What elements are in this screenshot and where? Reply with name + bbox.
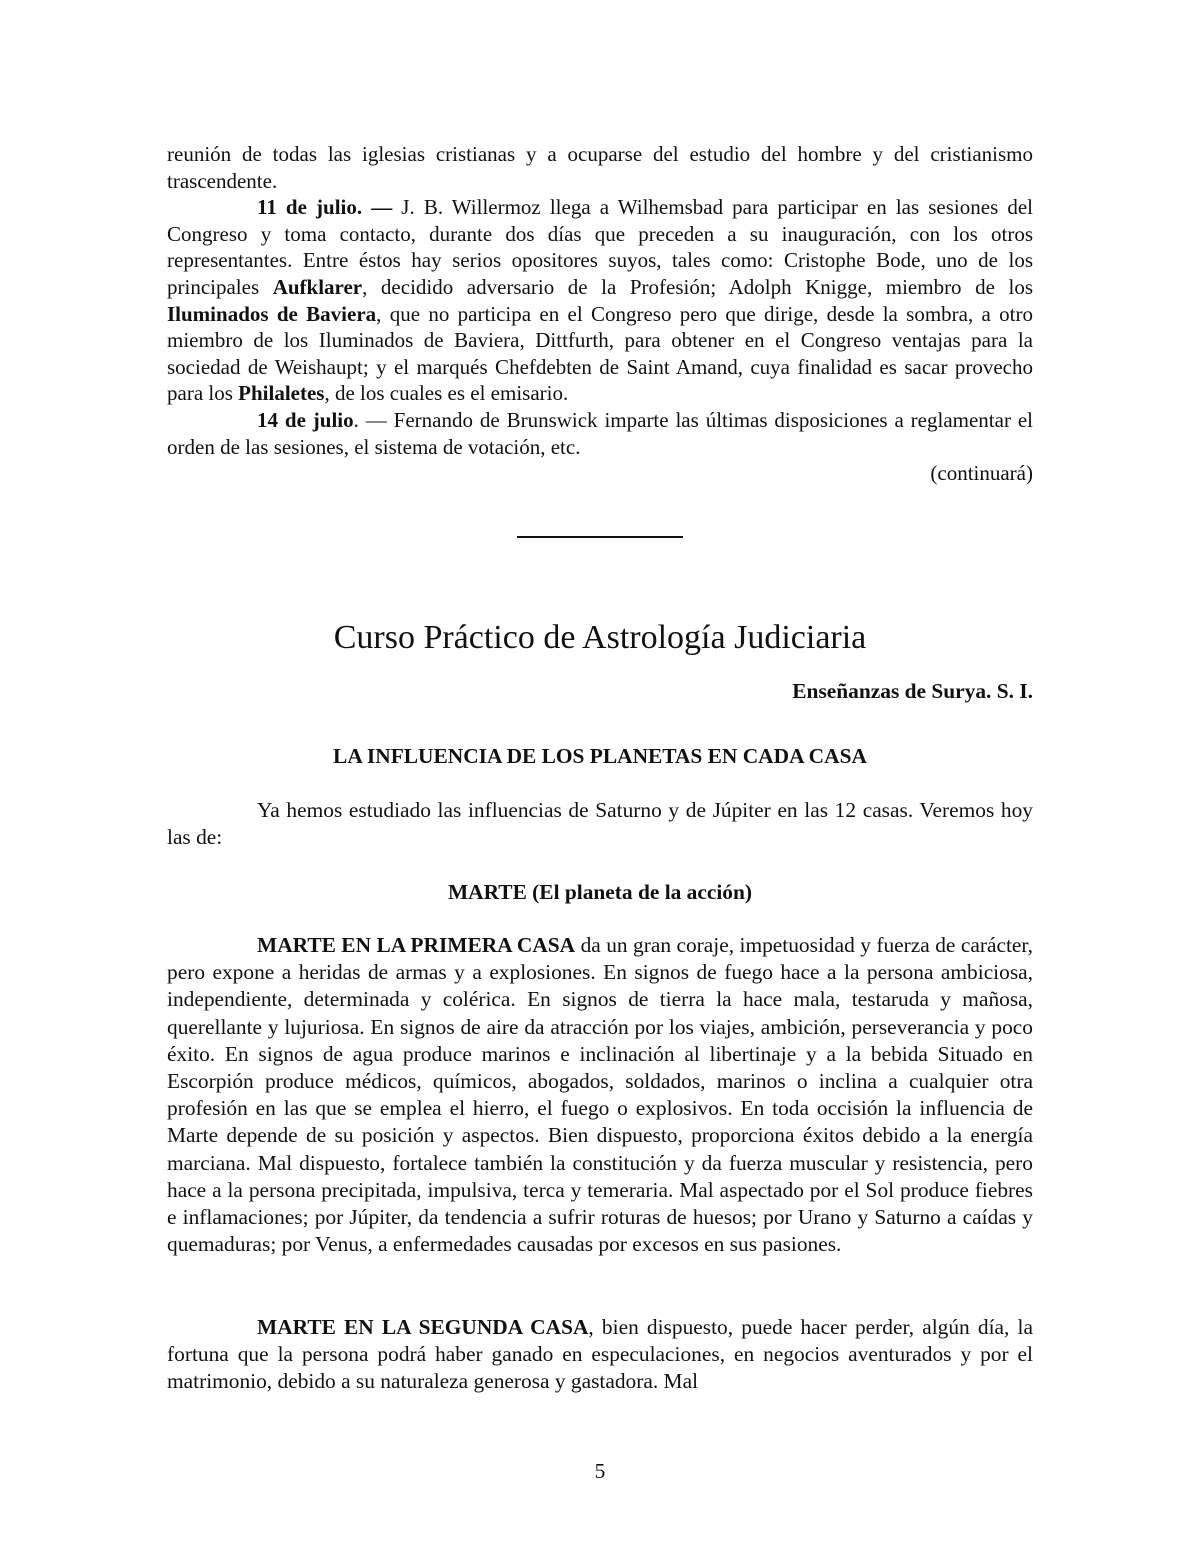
article-title: Curso Práctico de Astrología Judiciaria xyxy=(333,619,867,656)
date-11-julio: 11 de julio. — xyxy=(257,195,393,220)
house1-paragraph: MARTE EN LA PRIMERA CASA da un gran coraje, impetuosidad y fuerza de carácter, pero expone a heridas de armas y a explosiones. En signos de fuego hace a la persona ambiciosa, independiente, determinada y colérica. En signos de tierra la hace mala, testaruda y mañosa, querellante y lujuriosa. En signos de aire da atracción por los viajes, ambición, perseverancia y poco éxito. En signos de agua produce marinos e inclinación al libertinaje y a la bebida Situado en Escorpión produce médicos, químicos, abogados, soldados, marinos o inclina a cualquier otra profesión en las que se emplea el hierro, el fuego o explosivos. En toda occisión la influencia de Marte depende de su posición y aspectos. Bien dispuesto, proporciona éxitos debido a la energía marciana. Mal dispuesto, fortalece también la constitución y da fuerza muscular y resistencia, pero hace a la persona precipitada, impulsiva, terca y temeraria. Mal aspectado por el Sol produce fiebres e inflamaciones; por Júpiter, da tendencia a sufrir roturas de huesos; por Urano y Saturno a caídas y quemaduras; por Venus, a enfermedades causadas por excesos en sus pasiones. xyxy=(167,933,1033,1257)
planet-heading: MARTE (El planeta de la acción) xyxy=(447,880,753,904)
paragraph-14-julio: 14 de julio. — Fernando de Brunswick imparte las últimas disposiciones a reglamentar el orden de las sesiones, el sistema de votación, etc. xyxy=(167,407,1033,459)
section-divider xyxy=(517,536,683,538)
term-philaletes: Philaletes xyxy=(238,381,325,406)
house1-label: MARTE EN LA PRIMERA CASA xyxy=(257,933,576,957)
continues-note: (continuará) xyxy=(930,461,1033,486)
paragraph-11-julio: 11 de julio. — J. B. Willermoz llega a Wilhemsbad para participar en las sesiones del Congreso y toma contacto, durante dos días que preceden a su inauguración, con los otros representantes. Entre éstos hay serios opositores suyos, tales como: Cristophe Bode, uno de los principales Aufklarer, decidido adversario de la Profesión; Adolph Knigge, miembro de los Iluminados de Baviera, que no participa en el Congreso pero que dirige, desde la sombra, a otro miembro de los Iluminados de Baviera, Dittfurth, para obtener en el Congreso ventajas para la sociedad de Weishaupt; y el marqués Chefdebten de Saint Amand, cuya finalidad es sacar provecho para los Philaletes, de los cuales es el emisario. xyxy=(167,195,1034,406)
section-heading: LA INFLUENCIA DE LOS PLANETAS EN CADA CASA xyxy=(333,744,867,768)
page-number: 5 xyxy=(594,1459,606,1483)
previous-article-continuation xyxy=(167,141,1033,487)
date-14-julio: 14 de julio xyxy=(257,407,354,432)
paragraph-iglesias: reunión de todas las iglesias cristianas y a ocuparse del estudio del hombre y del cristianismo trascendente. xyxy=(167,142,1033,193)
article-author: Enseñanzas de Surya. S. I. xyxy=(792,679,1033,703)
term-aufklarer: Aufklarer xyxy=(272,274,363,299)
intro-paragraph: Ya hemos estudiado las influencias de Saturno y de Júpiter en las 12 casas. Veremos hoy las de: xyxy=(167,798,1033,850)
house2-paragraph: MARTE EN LA SEGUNDA CASA, bien dispuesto, puede hacer perder, algún día, la fortuna que la persona podrá haber ganado en especulaciones, en negocios aventurados y por el matrimonio, debido a su naturaleza generosa y gastadora. Mal xyxy=(167,1315,1033,1394)
house2-label: MARTE EN LA SEGUNDA CASA xyxy=(257,1315,589,1339)
term-iluminados: Iluminados de Baviera xyxy=(167,301,377,326)
